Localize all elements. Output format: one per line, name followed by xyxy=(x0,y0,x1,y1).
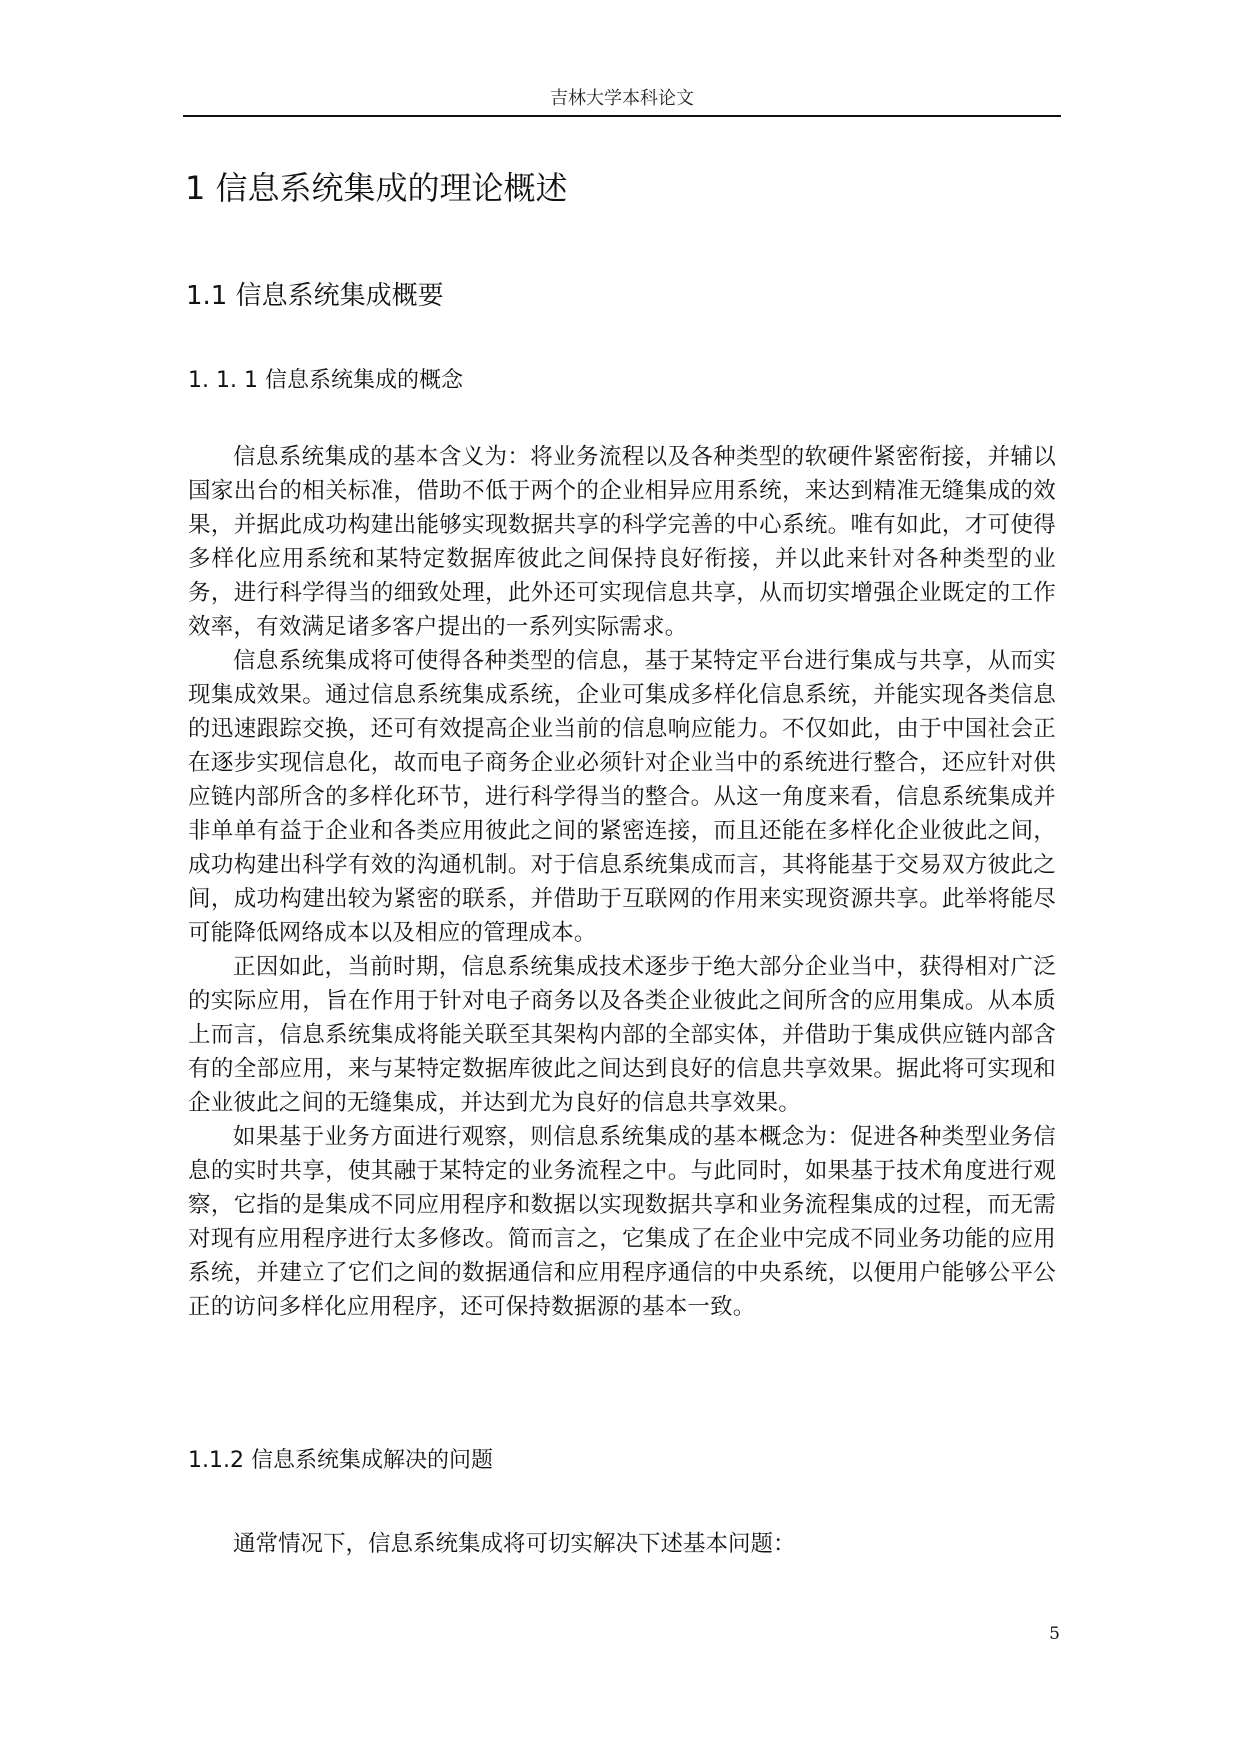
paragraph: 如果基于业务方面进行观察，则信息系统集成的基本概念为：促进各种类型业务信息的实时共享，使其融于某特定的业务流程之中。与此同时，如果基于技术角度进行观察，它指的是集成不同应用程序和数据以实现数据共享和业务流程集成的过程，而无需对现有应用程序进行太多修改。简而言之，它集成了在企业中完成不同业务功能的应用系统，并建立了它们之间的数据通信和应用程序通信的中央系统，以便用户能够公平公正的访问多样化应用程序，还可保持数据源的基本一致。 xyxy=(188,1124,1056,1320)
subsection-title-1-1-1: 1. 1. 1 信息系统集成的概念 xyxy=(188,368,463,393)
paragraph: 信息系统集成的基本含义为：将业务流程以及各种类型的软硬件紧密衔接，并辅以国家出台的相关标准，借助不低于两个的企业相异应用系统，来达到精准无缝集成的效果，并据此成功构建出能够实现数据共享的科学完善的中心系统。唯有如此，才可使得多样化应用系统和某特定数据库彼此之间保持良好衔接，并以此来针对各种类型的业务，进行科学得当的细致处理，此外还可实现信息共享，从而切实增强企业既定的工作效率，有效满足诸多客户提出的一系列实际需求。 xyxy=(188,444,1056,640)
section-title: 1.1 信息系统集成概要 xyxy=(186,281,444,311)
paragraph: 正因如此，当前时期，信息系统集成技术逐步于绝大部分企业当中，获得相对广泛的实际应用，旨在作用于针对电子商务以及各类企业彼此之间所含的应用集成。从本质上而言，信息系统集成将能关联至其架构内部的全部实体，并借助于集成供应链内部含有的全部应用，来与某特定数据库彼此之间达到良好的信息共享效果。据此将可实现和企业彼此之间的无缝集成，并达到尤为良好的信息共享效果。 xyxy=(188,954,1056,1116)
running-header: 吉林大学本科论文 xyxy=(550,88,694,109)
page-number: 5 xyxy=(1049,1624,1060,1644)
paragraph: 通常情况下，信息系统集成将可切实解决下述基本问题： xyxy=(233,1531,796,1557)
chapter-title: 1 信息系统集成的理论概述 xyxy=(185,169,568,207)
subsection-1-1-1-body xyxy=(188,440,1056,1324)
header-rule xyxy=(183,115,1061,117)
paragraph: 信息系统集成将可使得各种类型的信息，基于某特定平台进行集成与共享，从而实现集成效果。通过信息系统集成系统，企业可集成多样化信息系统，并能实现各类信息的迅速跟踪交换，还可有效提高企业当前的信息响应能力。不仅如此，由于中国社会正在逐步实现信息化，故而电子商务企业必须针对企业当中的系统进行整合，还应针对供应链内部所含的多样化环节，进行科学得当的整合。从这一角度来看，信息系统集成并非单单有益于企业和各类应用彼此之间的紧密连接，而且还能在多样化企业彼此之间，成功构建出科学有效的沟通机制。对于信息系统集成而言，其将能基于交易双方彼此之间，成功构建出较为紧密的联系，并借助于互联网的作用来实现资源共享。此举将能尽可能降低网络成本以及相应的管理成本。 xyxy=(188,648,1056,946)
subsection-title-1-1-2: 1.1.2 信息系统集成解决的问题 xyxy=(188,1448,493,1473)
